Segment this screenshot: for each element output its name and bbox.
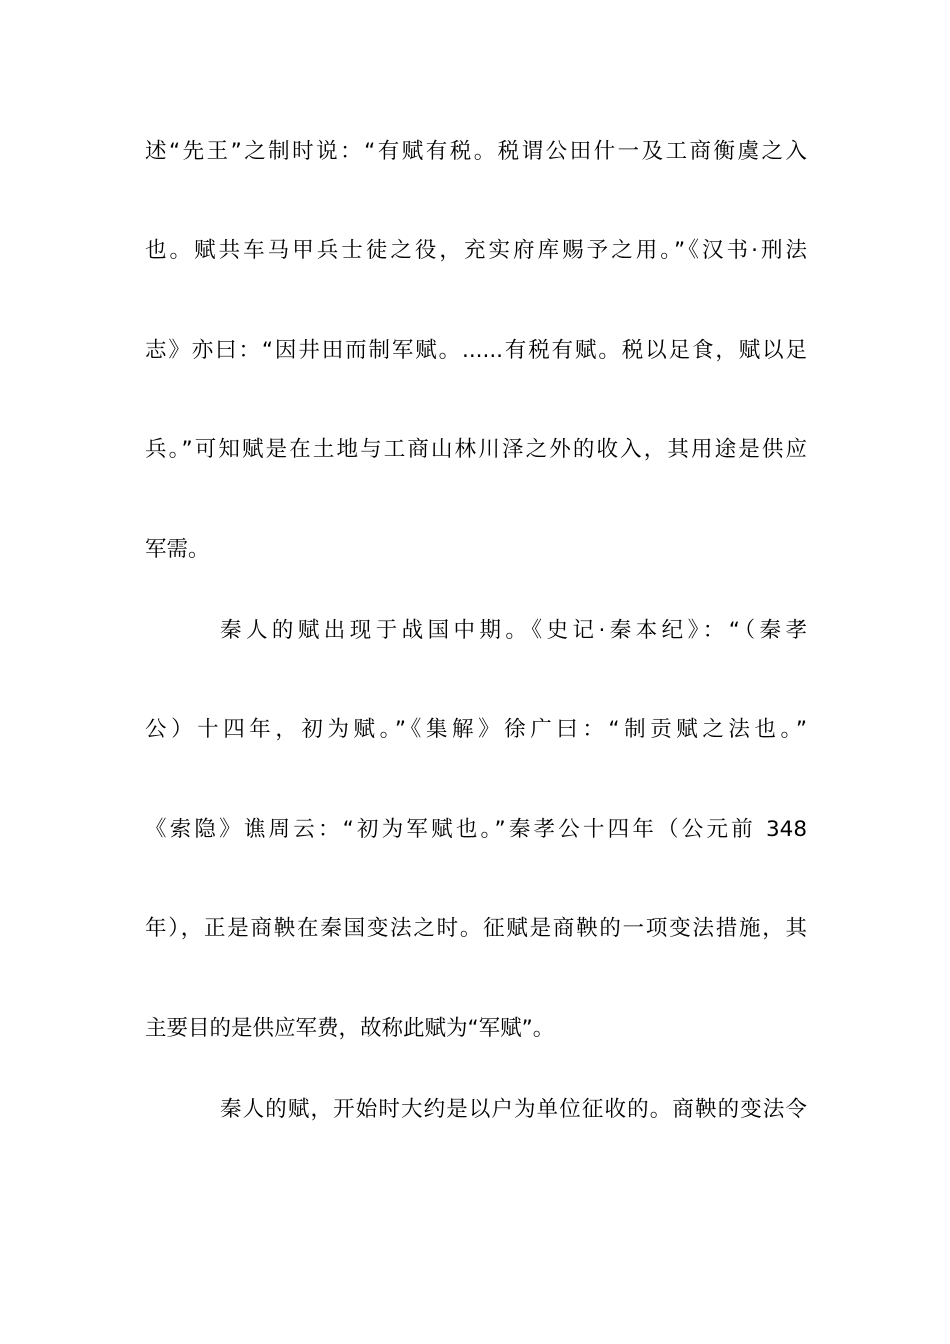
text-line-11: 秦人的赋，开始时大约是以户为单位征收的。商鞅的变法令 [220,1097,807,1122]
text-line-3: 志》亦曰：“因井田而制军赋。......有税有赋。税以足食，赋以足 [145,338,807,363]
text-line-6: 秦人的赋出现于战国中期。《史记·秦本纪》：“（秦孝 [220,618,807,643]
text-line-5: 军需。 [145,537,210,562]
text-line-10: 主要目的是供应军费，故称此赋为“军赋”。 [145,1016,555,1041]
text-line-8: 《索隐》谯周云：“初为军赋也。”秦孝公十四年（公元前 348 [145,817,807,842]
text-line-4: 兵。”可知赋是在土地与工商山林川泽之外的收入，其用途是供应 [145,437,807,462]
text-line-9: 年），正是商鞅在秦国变法之时。征赋是商鞅的一项变法措施，其 [145,916,807,941]
text-line-1: 述“先王”之制时说：“有赋有税。税谓公田什一及工商衡虞之入 [145,139,807,164]
text-line-7: 公）十四年，初为赋。”《集解》徐广曰：“制贡赋之法也。” [145,717,807,742]
text-line-2: 也。赋共车马甲兵士徒之役，充实府库赐予之用。”《汉书·刑法 [145,238,807,263]
